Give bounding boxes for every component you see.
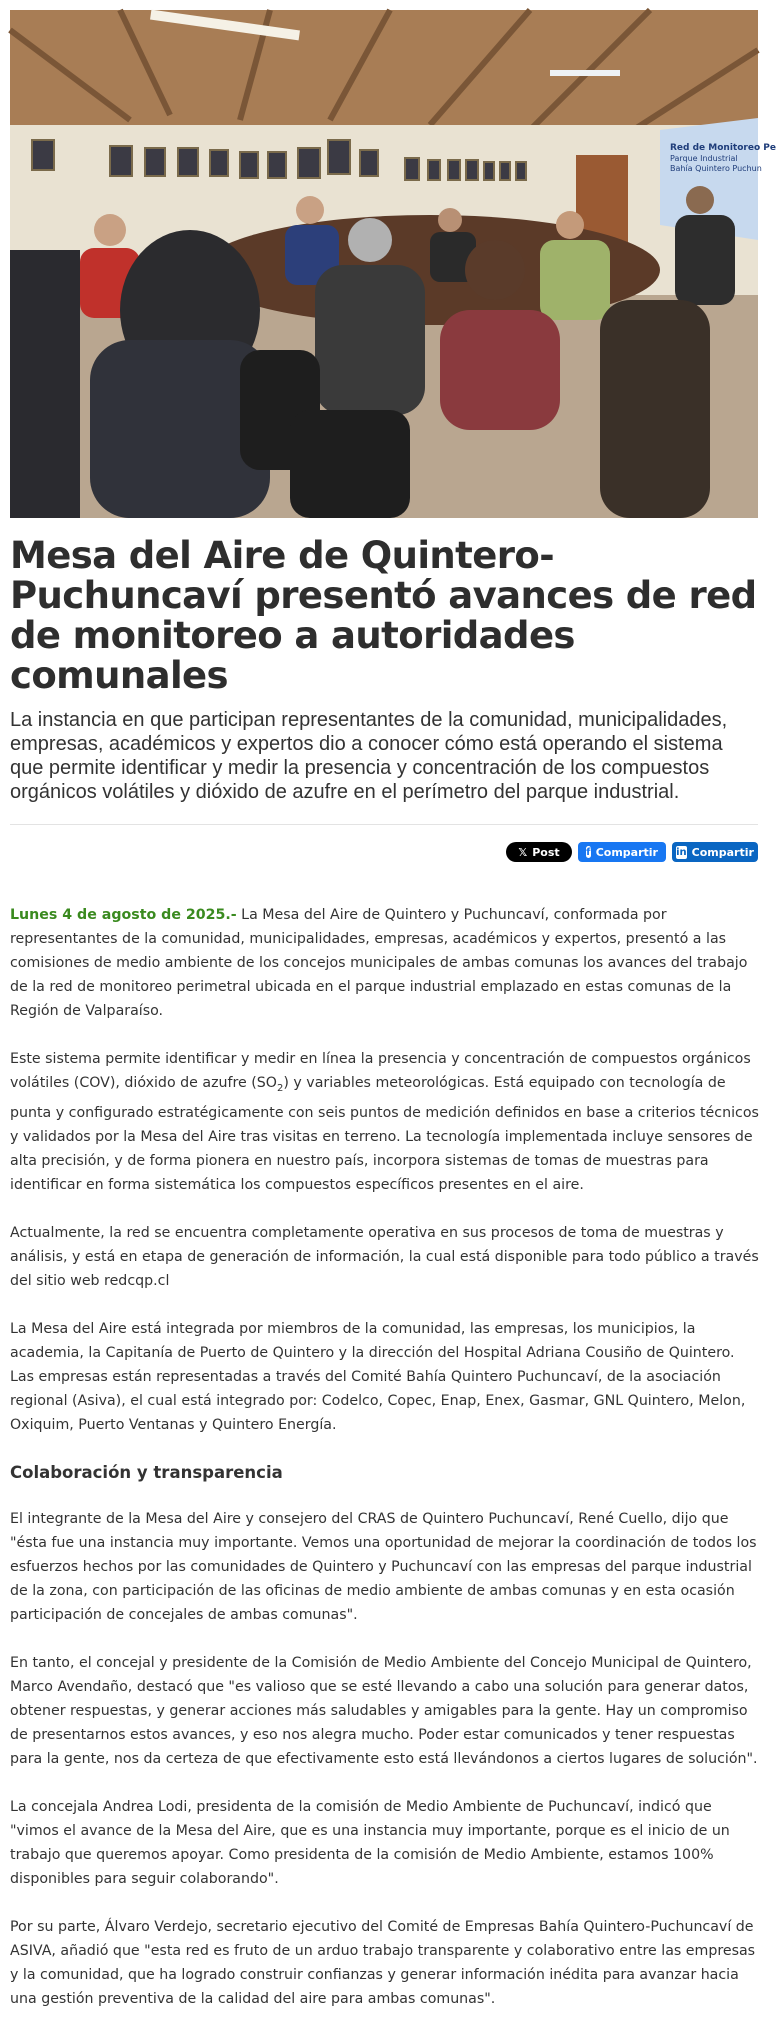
share-facebook-button[interactable] [578, 842, 666, 862]
article-lead: La instancia en que participan representantes de la comunidad, municipalidades, empresas, académicos y expertos dio a conocer cómo está operando el sistema que permite identificar y medir la presencia y concentración de los compuestos orgánicos volátiles y dióxido de azufre en el perímetro del parque industrial. [10, 709, 728, 803]
linkedin-icon: in [676, 846, 687, 858]
paragraph-2 [10, 1047, 760, 1197]
article-body [10, 903, 760, 2035]
article-photo [10, 10, 776, 518]
paragraph-1-text: La Mesa del Aire de Quintero y Puchuncaví, conformada por representantes de la comunidad, municipalidades, empresas, académicos y expertos, presentó a las comisiones de medio ambiente de los concejos municipales de ambas comunas los avances del trabajo de la red de monitoreo perimetral ubicada en el parque industrial emplazado en estas comunas de la Región de Valparaíso. [10, 907, 748, 1019]
divider [10, 824, 758, 825]
x-logo-icon: 𝕏 [518, 845, 528, 859]
paragraph-8: Por su parte, Álvaro Verdejo, secretario ejecutivo del Comité de Empresas Bahía Quintero-Puchuncaví de ASIVA, añadió que "esta red es fruto de un arduo trabajo transparente y colaborativo entre las empresas y la comunidad, que ha logrado construir confianzas y generar información inédita para avanzar hacia una gestión preventiva de la calidad del aire para ambas comunas". [10, 1918, 756, 2007]
paragraph-3: Actualmente, la red se encuentra completamente operativa en sus procesos de toma de muestras y análisis, y está en etapa de generación de información, la cual está disponible para todo público a través del sitio web redcqp.cl [10, 1224, 759, 1289]
share-bar [506, 842, 758, 862]
paragraph-4: La Mesa del Aire está integrada por miembros de la comunidad, las empresas, los municipios, la academia, la Capitanía de Puerto de Quintero y la dirección del Hospital Adriana Cousiño de Quintero. Las empresas están representadas a través del Comité Bahía Quintero Puchuncaví, de la asociación regional (Asiva), el cual está integrado por: Codelco, Copec, Enap, Enex, Gasmar, GNL Quintero, Melon, Oxiquim, Puerto Ventanas y Quintero Energía. [10, 1320, 746, 1433]
paragraph-1 [10, 903, 760, 1023]
dateline: Lunes 4 de agosto de 2025.- [10, 907, 237, 923]
share-linkedin-label: Compartir [691, 845, 754, 859]
facebook-icon: f [586, 847, 591, 858]
paragraph-6: En tanto, el concejal y presidente de la Comisión de Medio Ambiente del Concejo Municipal de Quintero, Marco Avendaño, destacó que "es valioso que se esté llevando a cabo una solución para generar datos, obtener respuestas, y generar acciones más saludables y amigables para la gente. Hay un compromiso de presentarnos estos avances, y eso nos alegra mucho. Poder estar comunicados y tener respuestas para la gente, nos da certeza de que efectivamente esto está llevándonos a ciertos lugares de solución". [10, 1654, 758, 1767]
article-title: Mesa del Aire de Quintero-Puchuncaví presentó avances de red de monitoreo a autoridades comunales [10, 534, 757, 697]
section-heading: Colaboración y transparencia [10, 1462, 283, 1482]
share-x-button[interactable] [506, 842, 572, 862]
meeting-photo-illustration [10, 10, 776, 518]
paragraph-7: La concejala Andrea Lodi, presidenta de la comisión de Medio Ambiente de Puchuncaví, indicó que "vimos el avance de la Mesa del Aire, que es una instancia muy importante, porque es el inicio de un trabajo que queremos apoyar. Como presidenta de la comisión de Medio Ambiente, estamos 100% disponibles para seguir colaborando". [10, 1798, 730, 1887]
so2-subscript: 2 [276, 1082, 284, 1094]
share-facebook-label: Compartir [595, 845, 658, 859]
share-linkedin-button[interactable] [672, 842, 758, 862]
article [10, 10, 776, 2007]
screen-line-2: Parque Industrial [670, 154, 738, 163]
paragraph-2-text-b: ) y variables meteorológicas. Está equipado con tecnología de punta y configurado estratégicamente con seis puntos de medición definidos en base a criterios técnicos y validados por la Mesa del Aire tras visitas en terreno. La tecnología implementada incluye sensores de alta precisión, y de forma pionera en nuestro país, incorpora sistemas de tomas de muestras para identificar en forma sistemática los compuestos específicos presentes en el aire. [10, 1075, 759, 1193]
screen-line-1: Red de Monitoreo Pe [670, 143, 776, 153]
share-x-label: Post [532, 845, 560, 859]
paragraph-5: El integrante de la Mesa del Aire y consejero del CRAS de Quintero Puchuncaví, René Cuello, dijo que "ésta fue una instancia muy importante. Vemos una oportunidad de mejorar la coordinación de todos los esfuerzos hechos por las comunidades de Quintero y Puchuncaví con las empresas del parque industrial de la zona, con participación de las oficinas de medio ambiente de ambas comunas y en esta ocasión participación de concejales de ambas comunas". [10, 1510, 757, 1623]
paragraph-2-text-a: Este sistema permite identificar y medir en línea la presencia y concentración de compuestos orgánicos volátiles (COV), dióxido de azufre (SO [10, 1051, 751, 1091]
screen-line-3: Bahía Quintero Puchun [670, 164, 762, 173]
